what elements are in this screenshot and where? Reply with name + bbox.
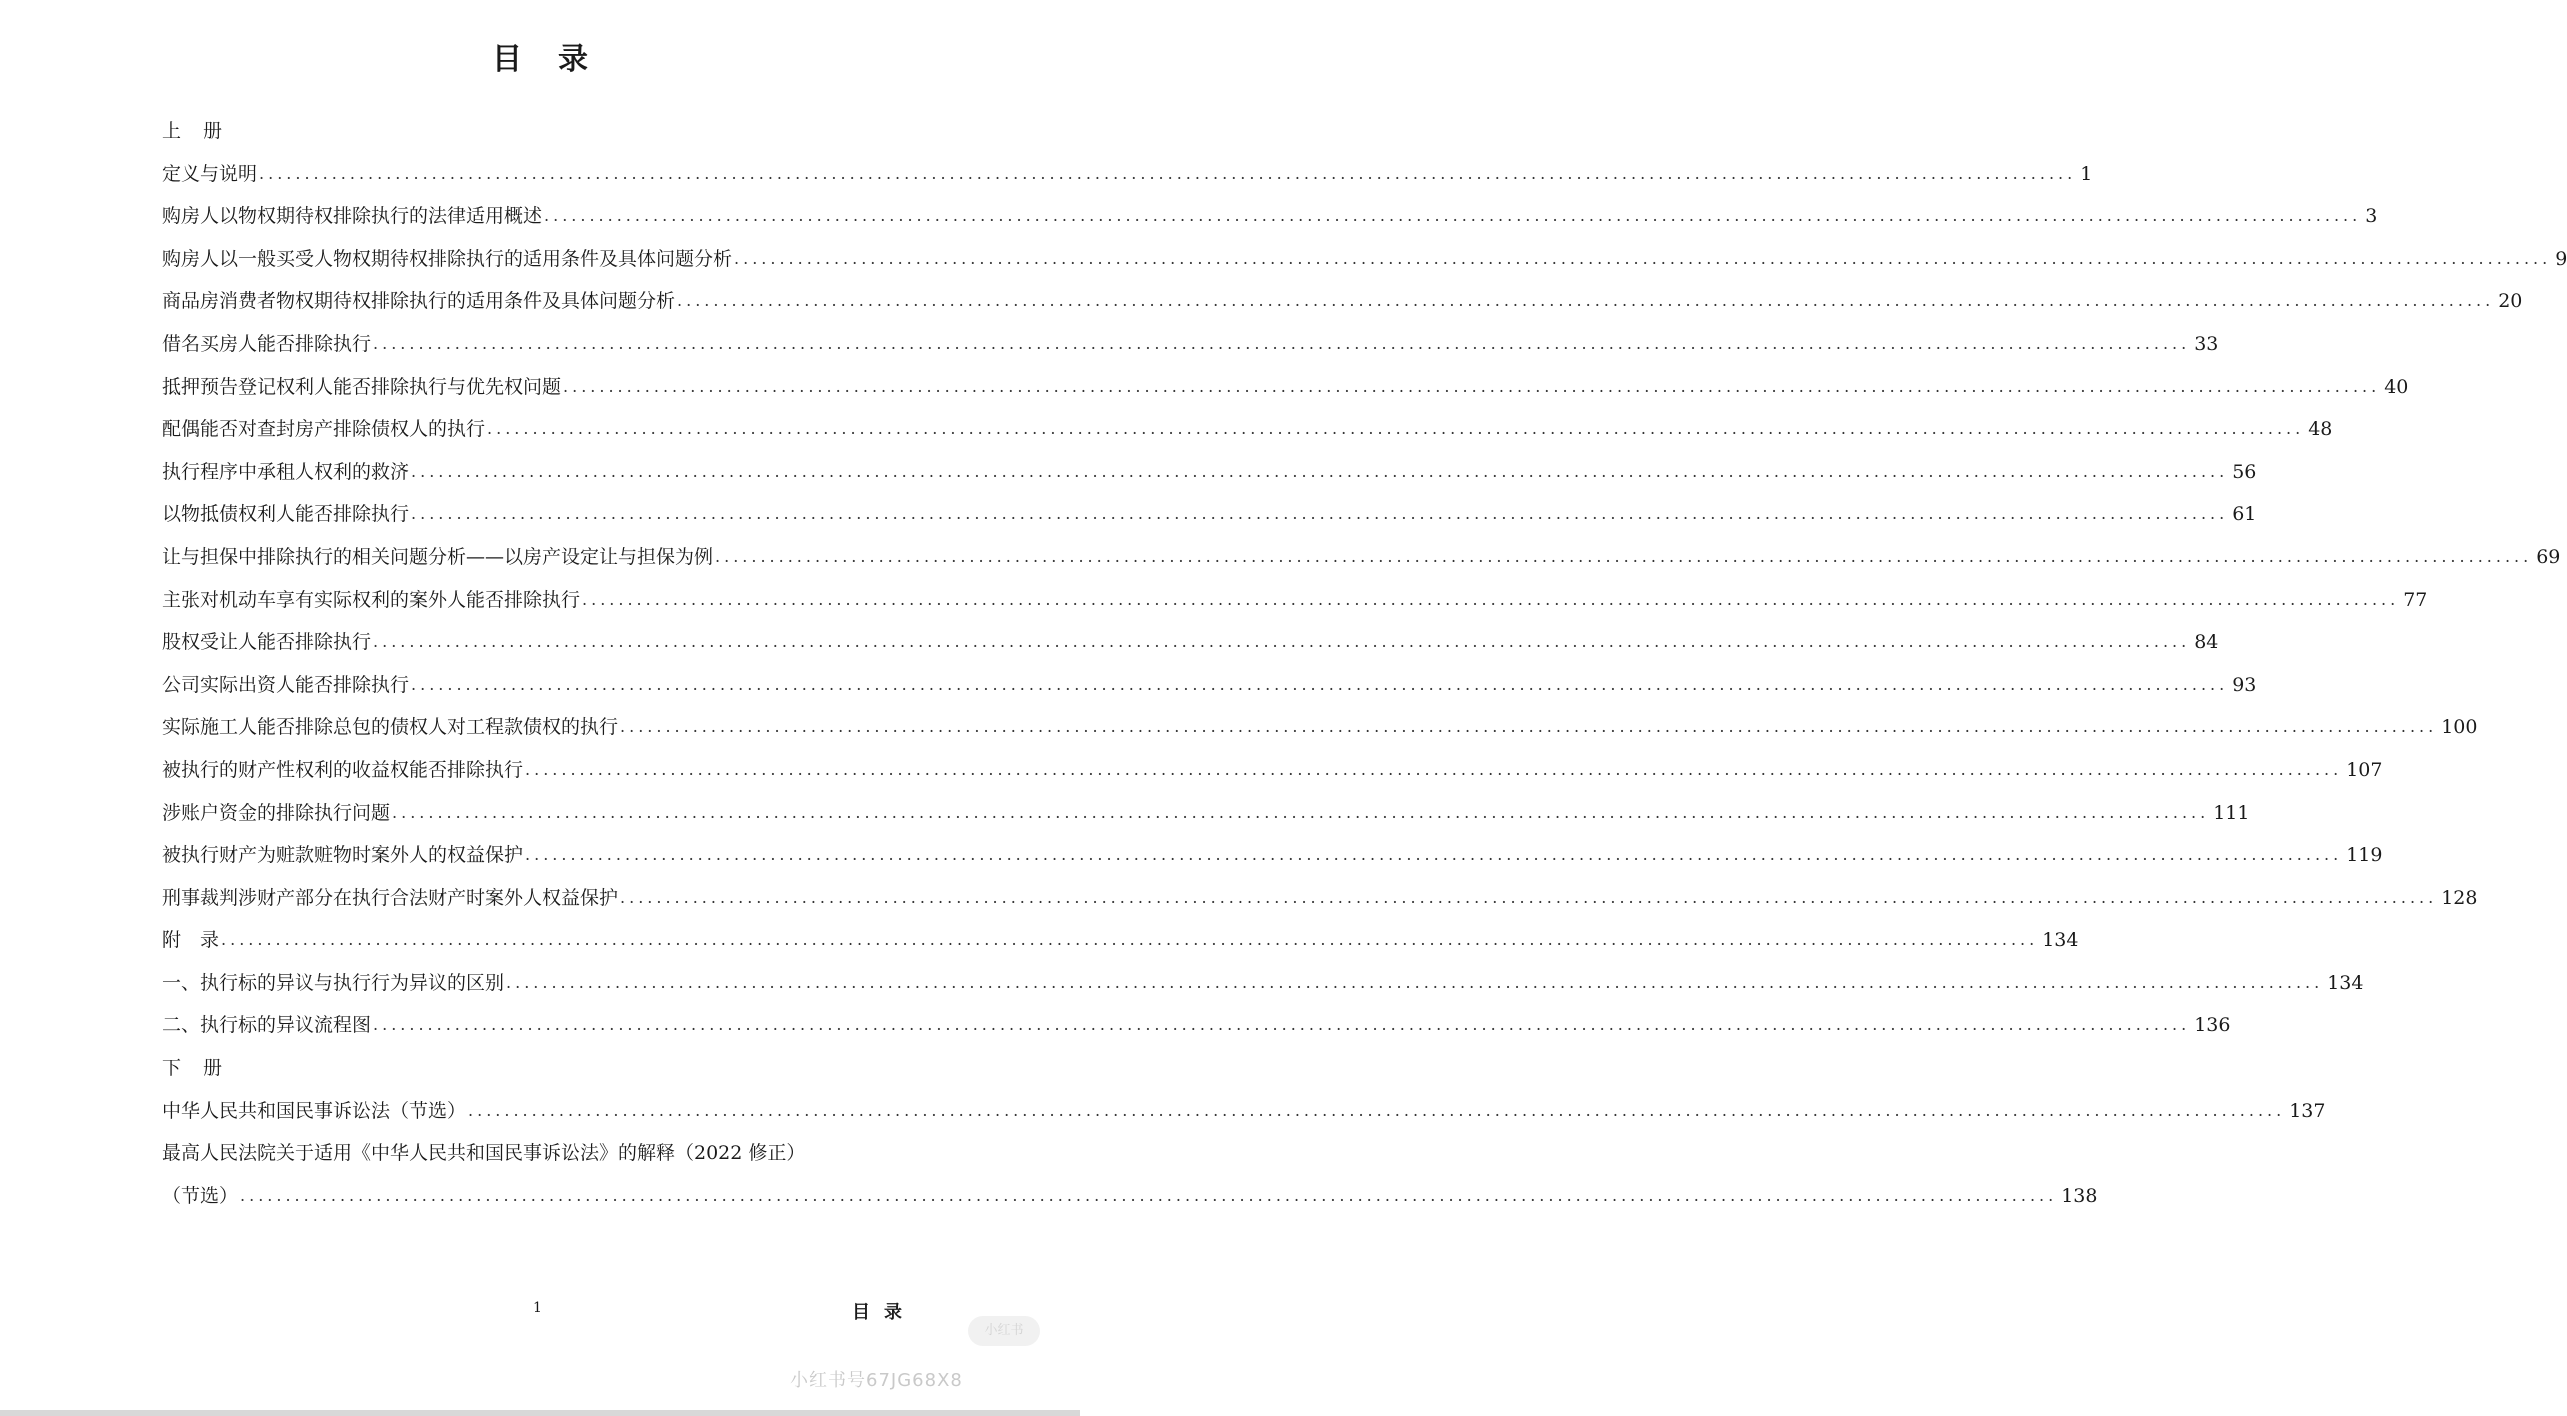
toc-entry	[162, 919, 2079, 962]
toc-page-number: 134	[2042, 929, 2079, 952]
toc-entry-title: 定义与说明	[162, 162, 258, 185]
toc-entry-title: （节选）	[162, 1184, 239, 1207]
toc-leader-dots: ........................................................................................................................................................................................................	[373, 632, 2191, 652]
toc-entry-title: 配偶能否对查封房产排除债权人的执行	[162, 418, 486, 441]
toc-entry	[162, 877, 2478, 920]
toc-entry-title: 商品房消费者物权期待权排除执行的适用条件及具体问题分析	[162, 290, 676, 313]
toc-entry	[162, 579, 2428, 622]
toc-entry	[162, 366, 2409, 409]
page-bottom-edge	[0, 1410, 1080, 1416]
toc-page-number: 84	[2194, 631, 2219, 654]
toc-entry	[162, 792, 2250, 835]
page-title: 目 录	[492, 42, 588, 77]
toc-entry-title: 购房人以物权期待权排除执行的法律适用概述	[162, 205, 543, 228]
toc-page-number: 56	[2232, 460, 2257, 483]
toc-page-number: 9	[2555, 247, 2567, 270]
toc-page-number: 111	[2213, 801, 2250, 824]
toc-page-number: 1	[2080, 162, 2093, 185]
toc-leader-dots: ........................................................................................................................................................................................................	[411, 504, 2229, 524]
toc-section-label: 上 册	[162, 120, 223, 142]
toc-entry	[162, 749, 2383, 792]
toc-page-number: 3	[2365, 205, 2378, 228]
toc-page-number: 128	[2441, 886, 2478, 909]
toc-page-number: 40	[2384, 375, 2409, 398]
toc-leader-dots: ........................................................................................................................................................................................................	[525, 759, 2343, 779]
toc-entry	[162, 238, 2567, 281]
toc-leader-dots: ........................................................................................................................................................................................................	[411, 461, 2229, 481]
toc-entry	[162, 195, 2378, 238]
toc-entry	[162, 834, 2383, 877]
toc-leader-dots: ........................................................................................................................................................................................................	[525, 845, 2343, 865]
toc-entry	[162, 1090, 2326, 1133]
toc-entry	[162, 1175, 2098, 1218]
toc-entry-title: 涉账户资金的排除执行问题	[162, 801, 391, 824]
toc-entry	[162, 153, 2093, 196]
toc-section-heading	[162, 110, 918, 153]
toc-leader-dots: ........................................................................................................................................................................................................	[677, 291, 2495, 311]
toc-page-number: 107	[2346, 758, 2383, 781]
toc-entry-title: 公司实际出资人能否排除执行	[162, 673, 410, 696]
toc-page-number: 134	[2327, 971, 2364, 994]
table-of-contents	[162, 110, 2567, 1217]
toc-entry-title: 二、执行标的异议流程图	[162, 1014, 372, 1037]
toc-entry-title: 中华人民共和国民事诉讼法（节选）	[162, 1099, 467, 1122]
footer-page-number: 1	[533, 1300, 542, 1316]
footer-title: 目 录	[852, 1302, 902, 1323]
toc-entry	[162, 706, 2478, 749]
toc-entry	[162, 493, 2257, 536]
watermark-text: 小红书号67JG68X8	[790, 1370, 963, 1391]
toc-entry	[162, 664, 2257, 707]
toc-leader-dots: ........................................................................................................................................................................................................	[373, 333, 2191, 353]
toc-leader-dots: ........................................................................................................................................................................................................	[544, 206, 2362, 226]
toc-page-number: 136	[2194, 1014, 2231, 1037]
toc-entry-title: 被执行财产为赃款赃物时案外人的权益保护	[162, 844, 524, 867]
toc-leader-dots: ........................................................................................................................................................................................................	[715, 546, 2533, 566]
toc-page-number: 93	[2232, 673, 2257, 696]
toc-leader-dots: ........................................................................................................................................................................................................	[582, 589, 2400, 609]
toc-entry	[162, 451, 2257, 494]
toc-entry-title-line: 最高人民法院关于适用《中华人民共和国民事诉讼法》的解释（2022 修正）	[162, 1142, 806, 1165]
toc-page-number: 119	[2346, 844, 2383, 867]
toc-entry-title: 刑事裁判涉财产部分在执行合法财产时案外人权益保护	[162, 886, 619, 909]
toc-leader-dots: ........................................................................................................................................................................................................	[620, 887, 2438, 907]
toc-entry-title: 附 录	[162, 929, 220, 952]
toc-page-number: 20	[2498, 290, 2523, 313]
toc-leader-dots: ........................................................................................................................................................................................................	[487, 419, 2305, 439]
toc-entry-title: 一、执行标的异议与执行行为异议的区别	[162, 971, 505, 994]
toc-leader-dots: ........................................................................................................................................................................................................	[734, 248, 2552, 268]
toc-entry-title: 借名买房人能否排除执行	[162, 332, 372, 355]
toc-entry-title: 让与担保中排除执行的相关问题分析——以房产设定让与担保为例	[162, 545, 714, 568]
toc-page-number: 69	[2536, 545, 2561, 568]
toc-leader-dots: ........................................................................................................................................................................................................	[563, 376, 2381, 396]
toc-leader-dots: ........................................................................................................................................................................................................	[373, 1015, 2191, 1035]
toc-page-number: 77	[2403, 588, 2428, 611]
toc-leader-dots: ........................................................................................................................................................................................................	[411, 674, 2229, 694]
toc-page-number: 138	[2061, 1184, 2098, 1207]
toc-entry-title: 购房人以一般买受人物权期待权排除执行的适用条件及具体问题分析	[162, 247, 733, 270]
toc-leader-dots: ........................................................................................................................................................................................................	[221, 930, 2039, 950]
toc-entry-title: 执行程序中承租人权利的救济	[162, 460, 410, 483]
toc-entry	[162, 962, 2364, 1005]
toc-entry-title: 股权受让人能否排除执行	[162, 631, 372, 654]
toc-entry	[162, 536, 2561, 579]
toc-entry-title: 主张对机动车享有实际权利的案外人能否排除执行	[162, 588, 581, 611]
toc-leader-dots: ........................................................................................................................................................................................................	[240, 1185, 2058, 1205]
toc-entry	[162, 621, 2219, 664]
toc-leader-dots: ........................................................................................................................................................................................................	[392, 802, 2210, 822]
toc-entry-title: 被执行的财产性权利的收益权能否排除执行	[162, 758, 524, 781]
toc-leader-dots: ........................................................................................................................................................................................................	[620, 717, 2438, 737]
toc-section-heading	[162, 1047, 918, 1090]
toc-entry	[162, 323, 2219, 366]
toc-leader-dots: ........................................................................................................................................................................................................	[468, 1100, 2286, 1120]
toc-leader-dots: ........................................................................................................................................................................................................	[259, 163, 2077, 183]
toc-page-number: 48	[2308, 418, 2333, 441]
toc-page-number: 33	[2194, 332, 2219, 355]
toc-entry-title: 以物抵债权利人能否排除执行	[162, 503, 410, 526]
toc-leader-dots: ........................................................................................................................................................................................................	[506, 972, 2324, 992]
toc-section-label: 下 册	[162, 1057, 223, 1080]
watermark-badge: 小红书	[968, 1316, 1040, 1346]
toc-page-number: 137	[2289, 1099, 2326, 1122]
toc-entry-title: 实际施工人能否排除总包的债权人对工程款债权的执行	[162, 716, 619, 739]
toc-entry	[162, 408, 2333, 451]
toc-page-number: 100	[2441, 716, 2478, 739]
toc-entry	[162, 1004, 2231, 1047]
toc-entry-title: 抵押预告登记权利人能否排除执行与优先权问题	[162, 375, 562, 398]
toc-page-number: 61	[2232, 503, 2257, 526]
toc-entry	[162, 280, 2523, 323]
